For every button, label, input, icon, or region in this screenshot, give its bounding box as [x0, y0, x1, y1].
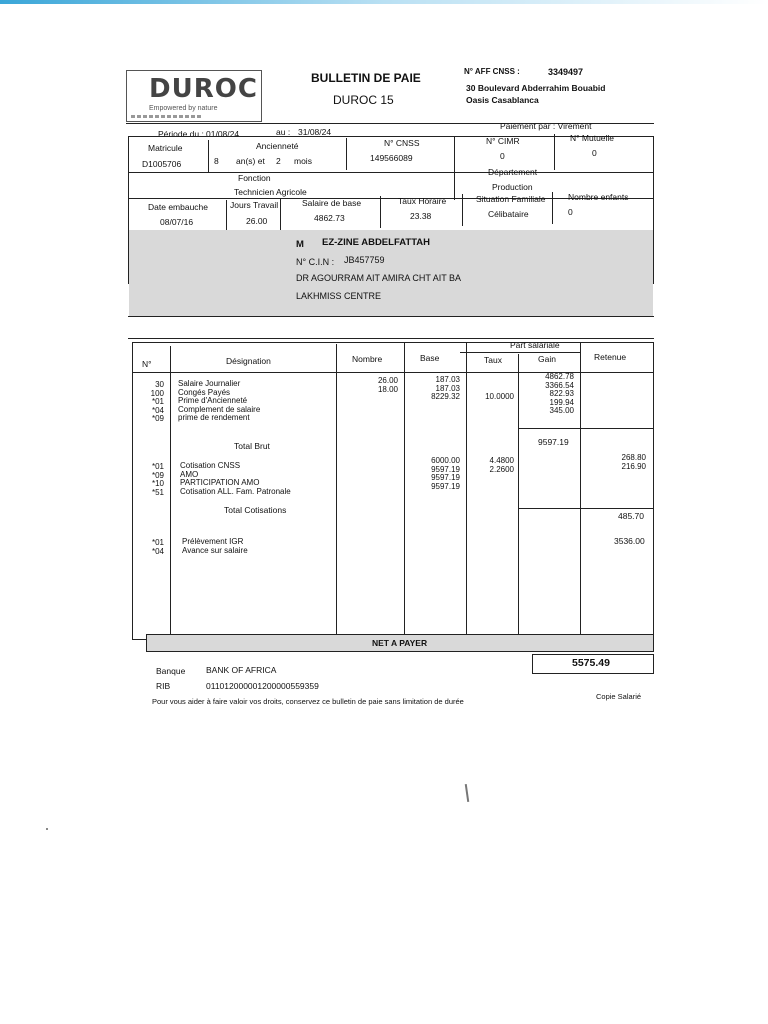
row-taux: 2.2600 [489, 464, 514, 474]
earnings-base-column [408, 375, 460, 401]
nombre-enfants-value: 0 [568, 207, 573, 217]
earnings-nombre-column [340, 376, 398, 393]
employee-address-line1: DR AGOURRAM AIT AMIRA CHT AIT BA [296, 273, 462, 283]
row-designation: AMO [180, 469, 199, 479]
row-retenue: 268.80 [621, 453, 646, 462]
matricule-value: D1005706 [142, 159, 182, 169]
salaire-base-value: 4862.73 [314, 213, 345, 223]
earnings-designation-column [178, 379, 260, 422]
jours-travail-label: Jours Travail [230, 200, 279, 210]
row-num: *01 [151, 538, 164, 547]
logo-small-print [131, 115, 201, 118]
row-base: 187.03 [435, 383, 460, 393]
situation-familiale-value: Célibataire [488, 209, 529, 219]
taux-horaire-label: Taux Horaire [398, 196, 447, 206]
situation-familiale-label: Situation Familiale [476, 194, 546, 204]
col-header-num: N° [142, 359, 152, 369]
salaire-base-label: Salaire de base [302, 198, 362, 208]
net-a-payer-value: 5575.49 [572, 657, 610, 669]
row-designation: Avance sur salaire [182, 545, 248, 555]
row-num: 30 [155, 380, 164, 389]
col-header-retenue: Retenue [594, 352, 627, 362]
deductions-designation-column [182, 537, 248, 554]
row-gain: 199.94 [549, 397, 574, 407]
row-num: *04 [151, 546, 164, 556]
row-taux: 4.4800 [489, 456, 514, 465]
mutuelle-label: N° Mutuelle [570, 133, 615, 143]
row-designation: Congés Payés [178, 387, 231, 397]
row-num: *10 [151, 479, 164, 489]
scan-top-edge [0, 0, 768, 4]
row-gain: 345.00 [549, 406, 574, 416]
anciennete-months: 2 [276, 156, 281, 166]
row-designation: Cotisation ALL. Fam. Patronale [180, 486, 291, 496]
period-from-label: Période du : [158, 129, 204, 139]
aff-cnss-label: N° AFF CNSS : [464, 67, 520, 76]
row-base: 9597.19 [431, 473, 460, 483]
col-header-part-salariale: Part salariale [510, 340, 560, 350]
cotisations-num-column [138, 462, 164, 496]
total-brut-value: 9597.19 [538, 437, 569, 447]
fonction-label: Fonction [238, 173, 271, 183]
cnss-label: N° CNSS [384, 138, 420, 148]
row-base: 8229.32 [431, 392, 460, 402]
row-designation: Cotisation CNSS [180, 461, 241, 470]
employee-civility: M [296, 239, 304, 250]
row-num: *09 [151, 414, 164, 424]
cnss-value: 149566089 [370, 153, 413, 163]
payslip-sheet [108, 50, 660, 750]
row-gain: 4862.78 [545, 372, 574, 381]
total-cotisations-value: 485.70 [618, 511, 644, 521]
company-address-line1: 30 Boulevard Abderrahim Bouabid [466, 83, 606, 93]
departement-label: Département [488, 167, 538, 177]
period-to: 31/08/24 [298, 127, 332, 137]
bank-label: Banque [156, 666, 186, 676]
employee-name: EZ-ZINE ABDELFATTAH [322, 237, 431, 248]
row-designation: prime de rendement [178, 413, 250, 423]
row-gain: 822.93 [549, 389, 574, 399]
nombre-enfants-label: Nombre enfants [568, 192, 629, 202]
row-designation: Salaire Journalier [178, 379, 241, 388]
logo-wordmark: DUROC [149, 74, 258, 104]
row-num: 100 [150, 388, 164, 398]
bank-name: BANK OF AFRICA [206, 665, 277, 675]
row-nombre: 26.00 [377, 376, 398, 385]
row-gain: 3366.54 [545, 380, 574, 390]
payment-method: Paiement par : Virement [500, 121, 592, 131]
total-cotisations-label: Total Cotisations [224, 505, 287, 515]
row-num: *51 [151, 487, 164, 497]
row-num: *04 [151, 405, 164, 415]
cotisations-retenue-column [584, 453, 646, 470]
employee-cin: JB457759 [344, 255, 385, 265]
row-base: 9597.19 [431, 481, 460, 491]
col-header-gain: Gain [538, 354, 556, 364]
cimr-label: N° CIMR [486, 136, 520, 146]
anciennete-years: 8 [214, 156, 219, 166]
earnings-gain-column [522, 372, 574, 415]
earnings-taux-column [470, 392, 514, 401]
logo-tagline: Empowered by nature [149, 105, 218, 112]
col-header-designation: Désignation [226, 356, 271, 366]
mutuelle-value: 0 [592, 148, 597, 158]
row-num: *01 [151, 462, 164, 471]
embauche-label: Date embauche [148, 202, 209, 212]
net-a-payer-label: NET A PAYER [372, 638, 428, 648]
row-num: *09 [151, 470, 164, 480]
anciennete-years-unit: an(s) et [236, 156, 265, 166]
deductions-num-column [138, 538, 164, 555]
row-designation: Complement de salaire [178, 404, 261, 414]
rib-value: 011012000001200000559359 [206, 681, 319, 691]
row-taux: 10.0000 [485, 392, 514, 401]
matricule-label: Matricule [148, 143, 183, 153]
scan-dot [46, 828, 48, 830]
company-address-line2: Oasis Casablanca [466, 95, 539, 105]
row-retenue: 216.90 [621, 461, 646, 471]
retention-notice: Pour vous aider à faire valoir vos droits, conservez ce bulletin de paie sans limitation de durée [152, 697, 464, 706]
col-header-taux: Taux [484, 355, 502, 365]
total-brut-label: Total Brut [234, 441, 270, 451]
company-logo [126, 70, 262, 122]
cotisations-base-column [408, 456, 460, 490]
period-from: 01/08/24 [206, 129, 240, 139]
taux-horaire-value: 23.38 [410, 211, 432, 221]
row-base: 9597.19 [431, 464, 460, 474]
igr-retenue: 3536.00 [614, 536, 645, 546]
col-header-base: Base [420, 353, 440, 363]
earnings-num-column [138, 380, 164, 423]
row-designation: Prime d'Ancienneté [178, 396, 248, 406]
anciennete-label: Ancienneté [256, 141, 299, 151]
row-designation: Prélèvement IGR [182, 537, 244, 546]
aff-cnss-value: 3349497 [548, 67, 584, 77]
row-num: *01 [151, 397, 164, 407]
row-nombre: 18.00 [377, 384, 398, 394]
scan-mark [465, 784, 469, 802]
row-base: 187.03 [435, 375, 460, 384]
fonction-value: Technicien Agricole [234, 187, 307, 197]
departement-value: Production [492, 182, 533, 192]
col-header-nombre: Nombre [352, 354, 383, 364]
cimr-value: 0 [500, 151, 505, 161]
employee-cin-label: N° C.I.N : [296, 257, 335, 267]
cotisations-designation-column [180, 461, 291, 495]
anciennete-months-unit: mois [294, 156, 312, 166]
cotisations-taux-column [470, 456, 514, 473]
row-designation: PARTICIPATION AMO [180, 478, 260, 488]
rib-label: RIB [156, 681, 171, 691]
period-to-label: au : [276, 127, 291, 137]
embauche-value: 08/07/16 [160, 217, 194, 227]
document-title: BULLETIN DE PAIE [311, 71, 421, 85]
employee-address-line2: LAKHMISS CENTRE [296, 291, 382, 301]
document-subtitle: DUROC 15 [333, 93, 394, 107]
jours-travail-value: 26.00 [246, 216, 268, 226]
copy-label: Copie Salarié [596, 692, 642, 701]
row-base: 6000.00 [431, 456, 460, 465]
